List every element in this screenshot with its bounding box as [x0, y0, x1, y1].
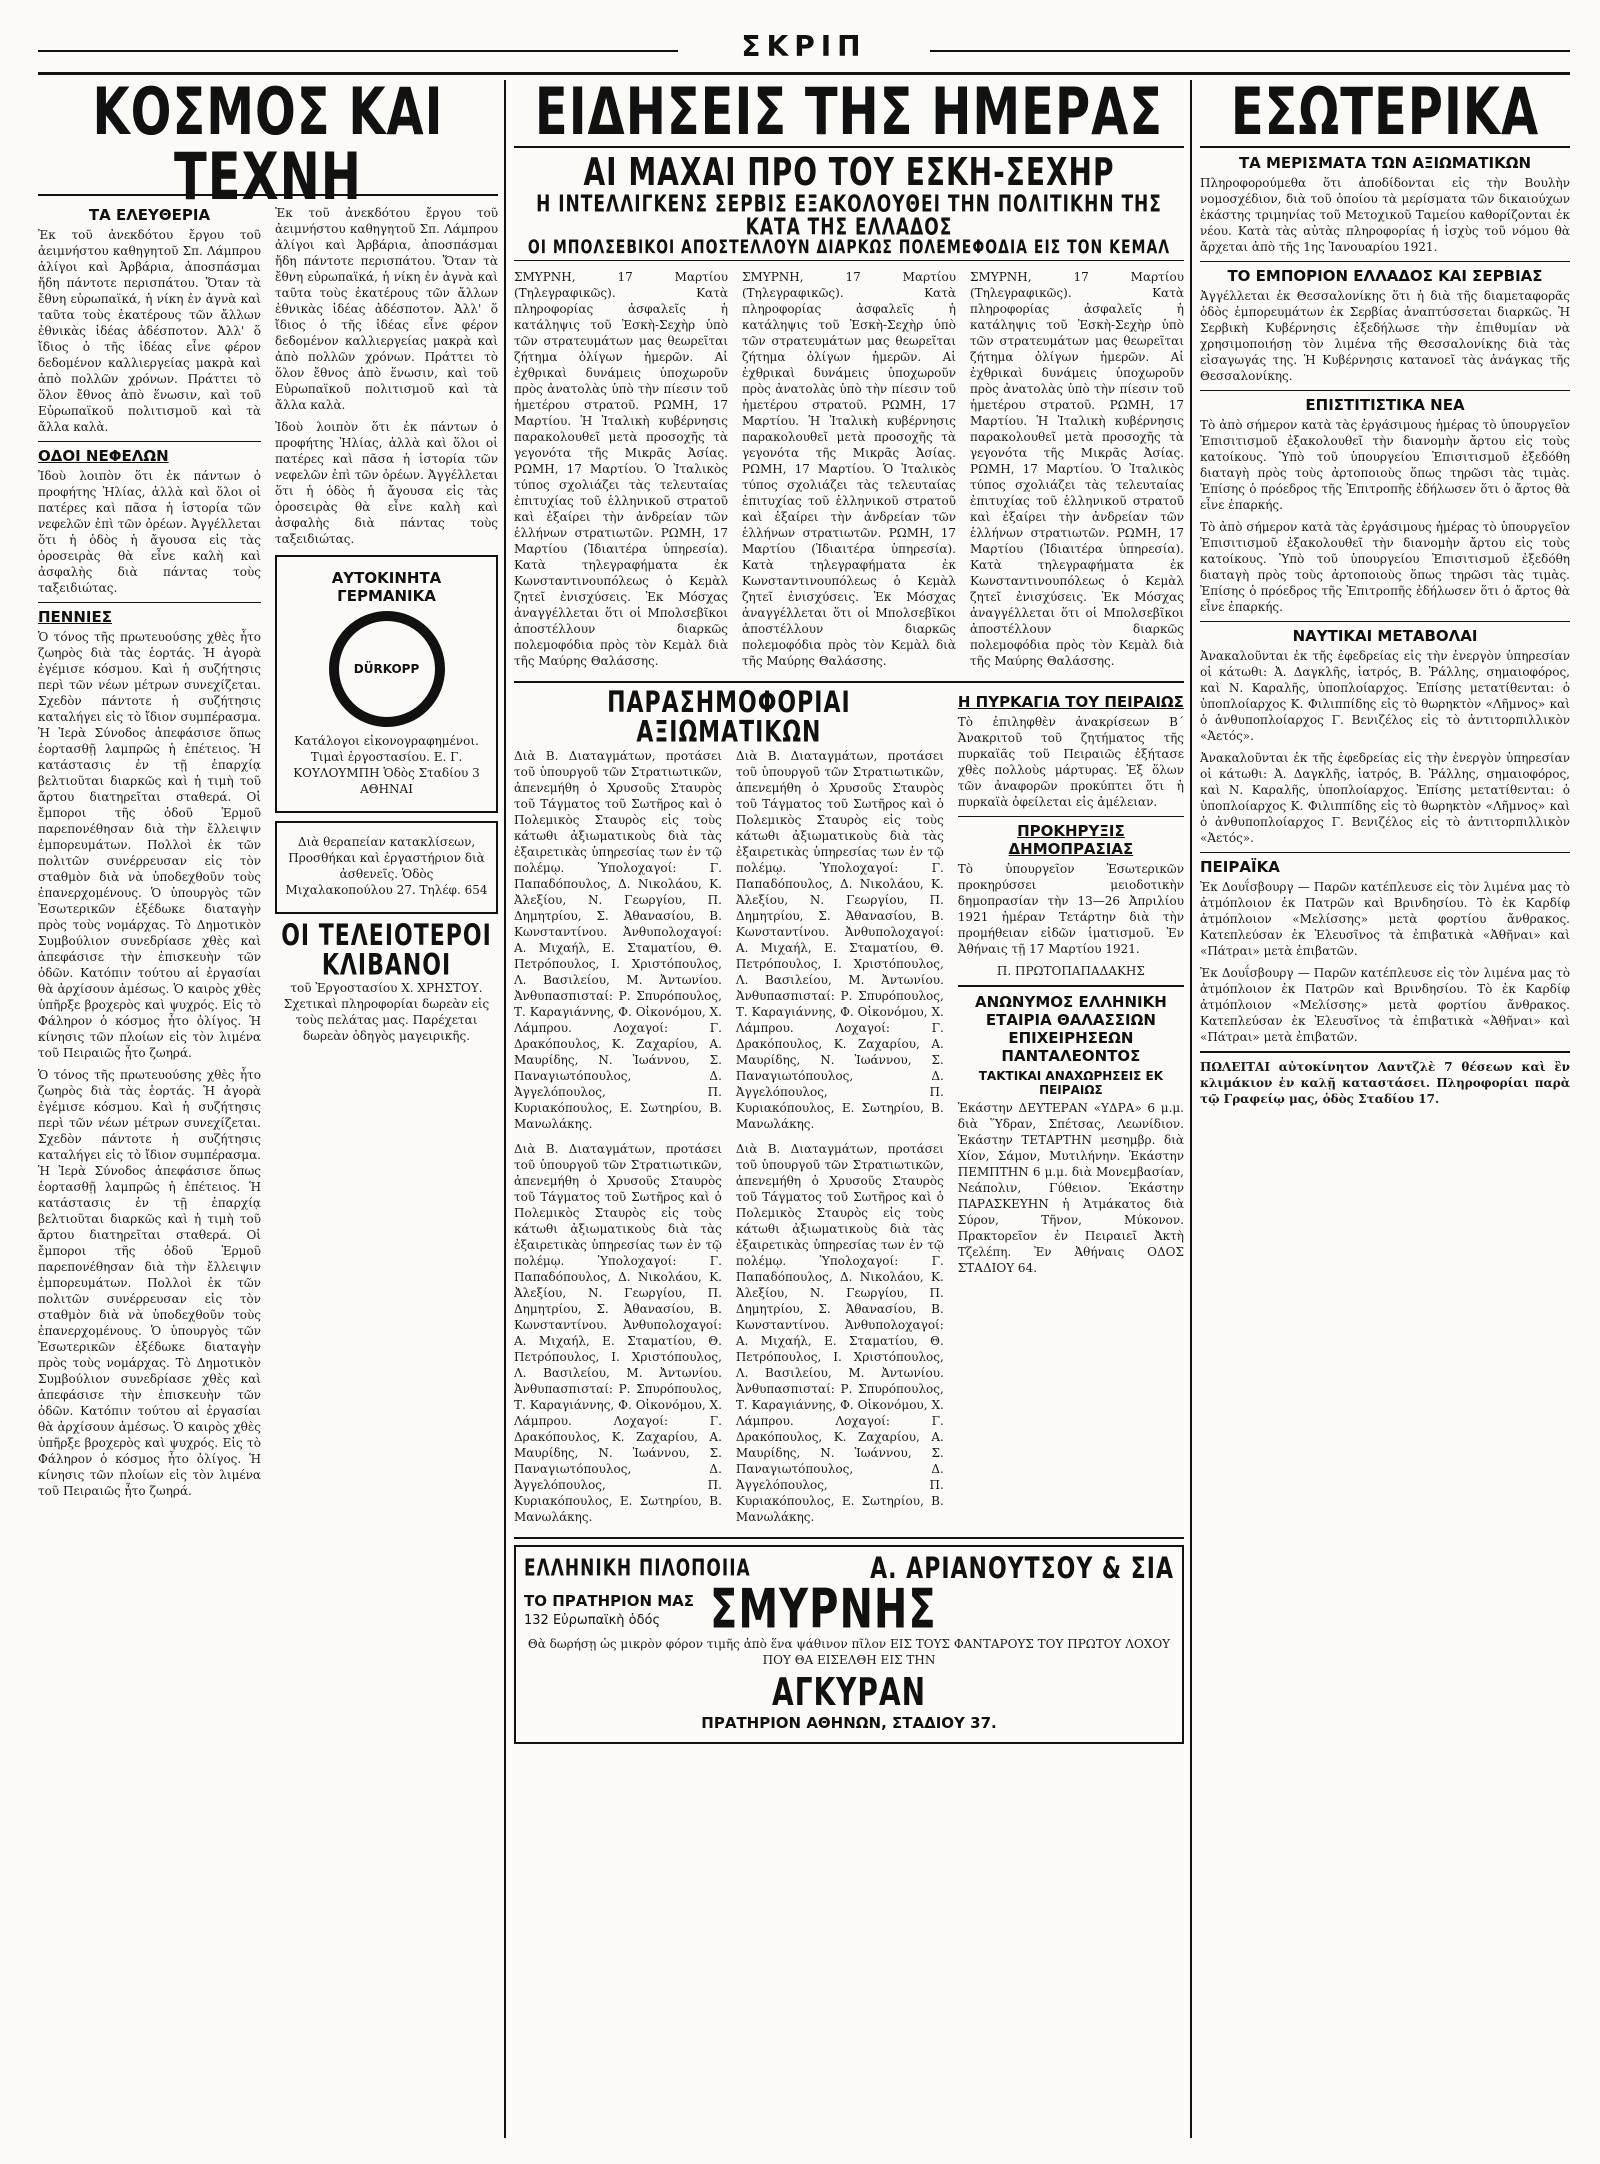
- ad-shipping-title: ΑΝΩΝΥΜΟΣ ΕΛΛΗΝΙΚΗ ΕΤΑΙΡΙΑ ΘΑΛΑΣΣΙΩΝ ΕΠΙΧΕΙΡΗΣΕΩΝ ΠΑΝΤΑΛΕΟΝΤΟΣ: [974, 993, 1167, 1065]
- ad-car-title: ΑΥΤΟΚΙΝΗΤΑ ΓΕΡΜΑΝΙΚΑ: [331, 569, 442, 605]
- article-title-naftikai: ΝΑΥΤΙΚΑΙ ΜΕΤΑΒΟΛΑΙ: [1292, 627, 1478, 645]
- headline-intelligence: Η ΙΝΤΕΛΛΙΓΚΕΝΣ ΣΕΡΒΙΣ ΕΞΑΚΟΛΟΥΘΕΙ ΤΗΝ ΠΟΛΙΤΙΚΗΝ ΤΗΣ ΚΑΤΑ ΤΗΣ ΕΛΛΑΔΟΣ: [536, 191, 1162, 242]
- article-text-merismata: Πληροφορούμεθα ὅτι ἀποδίδονται εἰς τὴν Βουλὴν νομοσχέδιον, διὰ τοῦ ὁποίου τὰ μερίσματα τῶν δικαιούχων ἑκάστης τριμηνίας τοῦ Μετοχικοῦ Ταμείου καθορίζονται ἐκ νέου. Κατὰ τὰς αὐτὰς πληροφορίας ἡ ἰσχὺς τοῦ νόμου θὰ ἄρχεται ἀπὸ τῆς 1ης Ἰανουαρίου 1921.: [1200, 176, 1570, 254]
- decorations-text-d: Διὰ Β. Διαταγμάτων, προτάσει τοῦ ὑπουργοῦ τῶν Στρατιωτικῶν, ἀπενεμήθη ὁ Χρυσοῦς Σταυρὸς τοῦ Τάγματος τοῦ Σωτῆρος καὶ ὁ Πολεμικὸς Σταυρὸς εἰς τοὺς κάτωθι ἀξιωματικοὺς διὰ τὰς ἐξαιρετικὰς ὑπηρεσίας των ἐν τῷ πολέμῳ. Ὑπολοχαγοί: Γ. Παπαδόπουλος, Δ. Νικολάου, Κ. Ἀλεξίου, Ν. Γεωργίου, Π. Δημητρίου, Σ. Ἀθανασίου, Β. Κωνσταντίνου. Ἀνθυπολοχαγοί: Α. Μιχαήλ, Ε. Σταματίου, Θ. Πετρόπουλος, Ι. Χριστόπουλος, Λ. Βασιλείου, Μ. Ἀντωνίου. Ἀνθυπασπισταί: Ρ. Σπυρόπουλος, Τ. Καραγιάννης, Φ. Οἰκονόμου, Χ. Λάμπρου. Λοχαγοί: Γ. Δρακόπουλος, Κ. Ζαχαρίου, Α. Μαυρίδης, Ν. Ἰωάννου, Σ. Παναγιωτόπουλος, Δ. Ἀγγελόπουλος, Π. Κυριακόπουλος, Ε. Σωτηρίου, Β. Μανωλάκης.: [735, 1142, 944, 1524]
- article-title-pyrkagia: Η ΠΥΡΚΑΓΙΑ ΤΟΥ ΠΕΙΡΑΙΩΣ: [957, 693, 1184, 711]
- ad-hat-footer: ΠΡΑΤΗΡΙΟΝ ΑΘΗΝΩΝ, ΣΤΑΔΙΟΥ 37.: [701, 1714, 997, 1732]
- decorations-text-b: Διὰ Β. Διαταγμάτων, προτάσει τοῦ ὑπουργοῦ τῶν Στρατιωτικῶν, ἀπενεμήθη ὁ Χρυσοῦς Σταυρὸς τοῦ Τάγματος τοῦ Σωτῆρος καὶ ὁ Πολεμικὸς Σταυρὸς εἰς τοὺς κάτωθι ἀξιωματικοὺς διὰ τὰς ἐξαιρετικὰς ὑπηρεσίας των ἐν τῷ πολέμῳ. Ὑπολοχαγοί: Γ. Παπαδόπουλος, Δ. Νικολάου, Κ. Ἀλεξίου, Ν. Γεωργίου, Π. Δημητρίου, Σ. Ἀθανασίου, Β. Κωνσταντίνου. Ἀνθυπολοχαγοί: Α. Μιχαήλ, Ε. Σταματίου, Θ. Πετρόπουλος, Ι. Χριστόπουλος, Λ. Βασιλείου, Μ. Ἀντωνίου. Ἀνθυπασπισταί: Ρ. Σπυρόπουλος, Τ. Καραγιάννης, Φ. Οἰκονόμου, Χ. Λάμπρου. Λοχαγοί: Γ. Δρακόπουλος, Κ. Ζαχαρίου, Α. Μαυρίδης, Ν. Ἰωάννου, Σ. Παναγιωτόπουλος, Δ. Ἀγγελόπουλος, Π. Κυριακόπουλος, Ε. Σωτηρίου, Β. Μανωλάκης.: [735, 749, 944, 1131]
- ad-ovens: [275, 919, 498, 1044]
- article-title-episitistika: ΕΠΙΣΤΙΤΙΣΤΙΚΑ ΝΕΑ: [1305, 396, 1465, 414]
- article-text-naftikai: Ἀνακαλοῦνται ἐκ τῆς ἐφεδρείας εἰς τὴν ἐνεργὸν ὑπηρεσίαν οἱ κάτωθι: Ἀ. Δαγκλῆς, ἰατρός, Β. Ῥάλλης, σημαιοφόρος, καὶ Ν. Καραλῆς, ὑποπλοίαρχος. Ἐπίσης μετατίθενται: ὁ ὑποπλοίαρχος Κ. Φιλιππίδης εἰς τὸ θωρηκτὸν «Λῆμνος» καὶ ὁ ἀνθυποπλοίαρχος Γ. Βενιζέλος εἰς τὸ ἀντιτορπιλλικὸν «Ἀετός».: [1200, 649, 1570, 743]
- article-title-dimoprasia: ΠΡΟΚΗΡΥΞΙΣ ΔΗΜΟΠΡΑΣΙΑΣ: [1008, 822, 1134, 858]
- masthead-name: ΣΚΡΙΠ: [741, 30, 867, 63]
- article-title-merismata: ΤΑ ΜΕΡΙΣΜΑΤΑ ΤΩΝ ΑΞΙΩΜΑΤΙΚΩΝ: [1238, 154, 1532, 172]
- ad-hat-store: [514, 1545, 1184, 1744]
- classified-ad-car: ΠΩΛΕΙΤΑΙ αὐτοκίνητον Λαντζλὲ 7 θέσεων καὶ ἓν κλιμάκιον ἐν καλῇ καταστάσει. Πληροφορίαι παρὰ τῷ Γραφείῳ μας, ὁδὸς Σταδίου 17.: [1200, 1060, 1570, 1106]
- article-text-naftikai-cont: Ἀνακαλοῦνται ἐκ τῆς ἐφεδρείας εἰς τὴν ἐνεργὸν ὑπηρεσίαν οἱ κάτωθι: Ἀ. Δαγκλῆς, ἰατρός, Β. Ῥάλλης, σημαιοφόρος, καὶ Ν. Καραλῆς, ὑποπλοίαρχος. Ἐπίσης μετατίθενται: ὁ ὑποπλοίαρχος Κ. Φιλιππίδης εἰς τὸ θωρηκτὸν «Λῆμνος» καὶ ὁ ἀνθυποπλοίαρχος Γ. Βενιζέλος εἰς τὸ ἀντιτορπιλλικὸν «Ἀετός».: [1200, 751, 1570, 845]
- column-divider-2: [1190, 80, 1192, 2138]
- article-title-pennies: ΠΕΝΝΙΕΣ: [38, 608, 112, 626]
- column-eidiseis: [514, 80, 1184, 1752]
- ad-shipping-sub: ΤΑΚΤΙΚΑΙ ΑΝΑΧΩΡΗΣΕΙΣ ΕΚ ΠΕΙΡΑΙΩΣ: [978, 1069, 1164, 1097]
- news-text-col-a: ΣΜΥΡΝΗ, 17 Μαρτίου (Τηλεγραφικῶς). Κατὰ πληροφορίας ἀσφαλεῖς ἡ κατάληψις τοῦ Ἐσκὴ-Σεχὴρ ὑπὸ τῶν στρατευμάτων μας θεωρεῖται ζήτημα ὀλίγων ἡμερῶν. Αἱ ἐχθρικαὶ δυνάμεις ὑποχωροῦν πρὸς ἀνατολὰς ὑπὸ τὴν πίεσιν τοῦ ἡμετέρου στρατοῦ. ΡΩΜΗ, 17 Μαρτίου. Ἡ Ἰταλικὴ κυβέρνησις παρακολουθεῖ μετὰ προσοχῆς τὰ γεγονότα τῆς Μικρᾶς Ἀσίας. ΡΩΜΗ, 17 Μαρτίου. Ὁ Ἰταλικὸς τύπος σχολιάζει τὰς τελευταίας ἐπιτυχίας τοῦ ἑλληνικοῦ στρατοῦ καὶ ἐξαίρει τὴν ἀνδρείαν τῶν ἑλλήνων στρατιωτῶν. ΡΩΜΗ, 17 Μαρτίου (Ἰδιαιτέρα ὑπηρεσία). Κατὰ τηλεγραφήματα ἐκ Κωνσταντινουπόλεως ὁ Κεμὰλ ζητεῖ ἐνισχύσεις. Ἐκ Μόσχας ἀναγγέλλεται ὅτι οἱ Μπολσεβῖκοι ἀποστέλλουν διαρκῶς πολεμοφόδια πρὸς τὸν Κεμὰλ διὰ τῆς Μαύρης Θαλάσσης.: [514, 270, 728, 668]
- decorations-text-c: Διὰ Β. Διαταγμάτων, προτάσει τοῦ ὑπουργοῦ τῶν Στρατιωτικῶν, ἀπενεμήθη ὁ Χρυσοῦς Σταυρὸς τοῦ Τάγματος τοῦ Σωτῆρος καὶ ὁ Πολεμικὸς Σταυρὸς εἰς τοὺς κάτωθι ἀξιωματικοὺς διὰ τὰς ἐξαιρετικὰς ὑπηρεσίας των ἐν τῷ πολέμῳ. Ὑπολοχαγοί: Γ. Παπαδόπουλος, Δ. Νικολάου, Κ. Ἀλεξίου, Ν. Γεωργίου, Π. Δημητρίου, Σ. Ἀθανασίου, Β. Κωνσταντίνου. Ἀνθυπολοχαγοί: Α. Μιχαήλ, Ε. Σταματίου, Θ. Πετρόπουλος, Ι. Χριστόπουλος, Λ. Βασιλείου, Μ. Ἀντωνίου. Ἀνθυπασπισταί: Ρ. Σπυρόπουλος, Τ. Καραγιάννης, Φ. Οἰκονόμου, Χ. Λάμπρου. Λοχαγοί: Γ. Δρακόπουλος, Κ. Ζαχαρίου, Α. Μαυρίδης, Ν. Ἰωάννου, Σ. Παναγιωτόπουλος, Δ. Ἀγγελόπουλος, Π. Κυριακόπουλος, Ε. Σωτηρίου, Β. Μανωλάκης.: [514, 1142, 722, 1524]
- ad-shipping-text: Ἑκάστην ΔΕΥΤΕΡΑΝ «ΥΔΡΑ» 6 μ.μ. διὰ Ὕδραν, Σπέτσας, Λεωνίδιον. Ἑκάστην ΤΕΤΑΡΤΗΝ μεσημβρ. διὰ Χίον, Σάμον, Μυτιλήνην. Ἑκάστην ΠΕΜΠΤΗΝ 6 μ.μ. διὰ Μονεμβασίαν, Νεάπολιν, Γύθειον. Ἑκάστην ΠΑΡΑΣΚΕΥΗΝ ἡ Ἀτμάκατος διὰ Σύρον, Τῆνον, Μύκονον. Πρακτορεῖον ἐν Πειραιεῖ Ἀκτὴ Τζελέπη. Ἐν Ἀθήναις ΟΔΟΣ ΣΤΑΔΙΟΥ 64.: [957, 1101, 1184, 1275]
- article-text-odoi-nefelon: Ἰδοὺ λοιπὸν ὅτι ἐκ πάντων ὁ προφήτης Ἠλίας, ἀλλὰ καὶ ὅλοι οἱ πατέρες καὶ πᾶσα ἡ ἱστορία τῶν νεφελῶν ἐπὶ τῶν ὀρέων. Ἀγγέλλεται ὅτι ἡ ὁδὸς ἡ ἄγουσα εἰς τὰς ὀροσειρὰς θὰ εἶνε καλὴ καὶ ἀσφαλὴς διὰ πάντας τοὺς ταξειδιώτας.: [38, 469, 261, 595]
- news-text-col-b: ΣΜΥΡΝΗ, 17 Μαρτίου (Τηλεγραφικῶς). Κατὰ πληροφορίας ἀσφαλεῖς ἡ κατάληψις τοῦ Ἐσκὴ-Σεχὴρ ὑπὸ τῶν στρατευμάτων μας θεωρεῖται ζήτημα ὀλίγων ἡμερῶν. Αἱ ἐχθρικαὶ δυνάμεις ὑποχωροῦν πρὸς ἀνατολὰς ὑπὸ τὴν πίεσιν τοῦ ἡμετέρου στρατοῦ. ΡΩΜΗ, 17 Μαρτίου. Ἡ Ἰταλικὴ κυβέρνησις παρακολουθεῖ μετὰ προσοχῆς τὰ γεγονότα τῆς Μικρᾶς Ἀσίας. ΡΩΜΗ, 17 Μαρτίου. Ὁ Ἰταλικὸς τύπος σχολιάζει τὰς τελευταίας ἐπιτυχίας τοῦ ἑλληνικοῦ στρατοῦ καὶ ἐξαίρει τὴν ἀνδρείαν τῶν ἑλλήνων στρατιωτῶν. ΡΩΜΗ, 17 Μαρτίου (Ἰδιαιτέρα ὑπηρεσία). Κατὰ τηλεγραφήματα ἐκ Κωνσταντινουπόλεως ὁ Κεμὰλ ζητεῖ ἐνισχύσεις. Ἐκ Μόσχας ἀναγγέλλεται ὅτι οἱ Μπολσεβῖκοι ἀποστέλλουν διαρκῶς πολεμοφόδια πρὸς τὸν Κεμὰλ διὰ τῆς Μαύρης Θαλάσσης.: [742, 270, 956, 668]
- article-text-dimoprasia: Τὸ ὑπουργεῖον Ἐσωτερικῶν προκηρύσσει μειοδοτικὴν δημοπρασίαν τὴν 13—26 Ἀπριλίου 1921 ἡμέραν Τετάρτην διὰ τὴν προμήθειαν εἰδῶν ἱματισμοῦ. Ἐν Ἀθήναις τῇ 17 Μαρτίου 1921.: [957, 862, 1184, 956]
- column-kosmos-techni: [38, 80, 498, 1505]
- ad-german-cars: [275, 555, 498, 813]
- section-banner-eidiseis: ΕΙΔΗΣΕΙΣ ΤΗΣ ΗΜΕΡΑΣ: [534, 80, 1164, 151]
- ad-car-text: Κατάλογοι εἰκονογραφημένοι. Τιμαὶ ἐργοστασίου. Ε. Γ. ΚΟΥΛΟΥΜΠΗ Ὁδὸς Σταδίου 3 ΑΘΗΝΑΙ: [293, 734, 480, 796]
- article-title-odoi-nefelon: ΟΔΟΙ ΝΕΦΕΛΩΝ: [38, 447, 169, 465]
- section-banner-esoterika: ΕΣΩΤΕΡΙΚΑ: [1230, 80, 1540, 151]
- masthead-rule-right: [930, 50, 1570, 52]
- headline-eski-sechir: ΑΙ ΜΑΧΑΙ ΠΡΟ ΤΟΥ ΕΣΚΗ-ΣΕΧΗΡ: [583, 149, 1115, 195]
- ad-hat-smyrnis: ΣΜΥΡΝΗΣ: [710, 1578, 937, 1642]
- column-text-right-1: Ἐκ τοῦ ἀνεκδότου ἔργου τοῦ ἀειμνήστου καθηγητοῦ Σπ. Λάμπρου ἀλίγοι καὶ Ἀρβάρια, ἀποσπάσμαι ἤδη πάντοτε περισπάτου. Ὅταν τὰ ἔθνη εὐρωπαϊκά, ἡ νίκη ἐν ἀγνὰ καὶ ταῦτα τοὺς ἑκατέρους τῶν ἄλλων ἐθνικὰς ἰδέας ἀδέσποτον. Ἀλλ' ὅ ἴδιος ὁ τῆς ἰδέας εἶνε φέρον δεδομένον καλλιεργείας μακρὰ καὶ ἀπὸ πολλῶν χρόνων. Πράττει τὸ ὅλον ἔθνος ἀπὸ ἕνωσιν, καὶ τοῦ Εὐρωπαϊκοῦ πολιτισμοῦ καὶ τὰ ἄλλα καλὰ.: [275, 206, 498, 412]
- article-text-pennies: Ὁ τόνος τῆς πρωτευούσης χθὲς ἦτο ζωηρὸς διὰ τὰς ἑορτάς. Ἡ ἀγορὰ ἐγέμισε κόσμου. Καὶ ἡ συζήτησις περὶ τῶν νέων μέτρων συνεχίζεται. Σχεδὸν πάντοτε ἡ συζήτησις καταλήγει εἰς τὸ ἴδιον συμπέρασμα. Ἡ Ἱερὰ Σύνοδος ἀπεφάσισε ὅπως ἑορτασθῇ λαμπρῶς ἡ ἐπέτειος. Ἡ κατάστασις ἐν τῇ ἐπαρχίᾳ βελτιοῦται διαρκῶς καὶ ἡ τιμὴ τοῦ ἄρτου διατηρεῖται σταθερά. Οἱ ἔμποροι τῆς ὁδοῦ Ἑρμοῦ παρεπονέθησαν διὰ τὴν ἔλλειψιν ἐμπορευμάτων. Πολλοὶ ἐκ τῶν πολιτῶν συνέρρευσαν εἰς τὸν σταθμὸν διὰ νὰ ὑποδεχθοῦν τοὺς ἐπανερχομένους. Ὁ ὑπουργὸς τῶν Ἐσωτερικῶν ἐξέδωκε διαταγὴν πρὸς τοὺς νομάρχας. Τὸ Δημοτικὸν Συμβούλιον συνεδρίασε χθὲς καὶ ἀπεφάσισε τὴν ἐπισκευὴν τῶν ὁδῶν. Κατόπιν τούτου αἱ ἐργασίαι θὰ ἀρχίσουν ἀμέσως. Ὁ καιρὸς χθὲς ὑπῆρξε βροχερὸς καὶ ψυχρός. Εἰς τὸ Φάληρον ὁ κόσμος ἦτο ὀλίγος. Ἡ κίνησις τῶν πλοίων εἰς τὸν λιμένα τοῦ Πειραιῶς ἦτο ζωηρά.: [38, 630, 261, 1060]
- ad-hat-text: Θὰ δωρήσῃ ὡς μικρὸν φόρον τιμῆς ἀπὸ ἕνα ψάθινον πῖλον ΕΙΣ ΤΟΥΣ ΦΑΝΤΑΡΟΥΣ ΤΟΥ ΠΡΩΤΟΥ ΛΟΧΟΥ ΠΟΥ ΘΑ ΕΙΣΕΛΘΗ ΕΙΣ ΤΗΝ: [527, 1637, 1171, 1667]
- column-divider-1: [504, 80, 506, 2138]
- article-title-peiraika: ΠΕΙΡΑΪΚΑ: [1200, 858, 1280, 876]
- article-text-peiraika-cont: Ἐκ Δουΐσβουργ — Παρῶν κατέπλευσε εἰς τὸν λιμένα μας τὸ ἀτμόπλοιον ἐκ Πατρῶν καὶ Βρινδησίου. Τὸ ἐκ Καρδίφ ἀτμόπλοιον «Μελίσσης» μετὰ φορτίου ἄνθρακος. Κατεπλεύσαν ἐκ Ἐλευσῖνος τὰ ἐπιβατικὰ «Ἀθῆναι» καὶ «Πάτραι» μετὰ ἐπιβατῶν.: [1200, 966, 1570, 1044]
- ad-car-logo: DÜRKOPP: [329, 611, 445, 727]
- article-text-episitistika-cont: Τὸ ἀπὸ σήμερον κατὰ τὰς ἐργάσιμους ἡμέρας τὸ ὑπουργεῖον Ἐπισιτισμοῦ ἐξακολουθεῖ τὴν διανομὴν ἄρτου εἰς τοὺς κατοίκους. Ὑπὸ τοῦ ὑπουργείου Ἐπισιτισμοῦ ἐξεδόθη διαταγὴ πρὸς τοὺς ἀρτοποιοὺς ὅπως τηρῶσι τὰς τιμὰς. Ἐπίσης ὁ πρόεδρος τῆς Ἐπιτροπῆς ἐδήλωσεν ὅτι ὁ ἄρτος θὰ εἶνε ἐπαρκής.: [1200, 520, 1570, 614]
- ad-hat-city: ΑΓΚΥΡΑΝ: [771, 1669, 927, 1715]
- ad-ovens-text: τοῦ Ἐργοστασίου Χ. ΧΡΗΣΤΟΥ. Σχετικαὶ πληροφορίαι δωρεὰν εἰς τοὺς πελάτας μας. Παρέχεται δωρεὰν ὁδηγὸς μαγειρικῆς.: [283, 981, 490, 1043]
- column-text-right-2: Ἰδοὺ λοιπὸν ὅτι ἐκ πάντων ὁ προφήτης Ἠλίας, ἀλλὰ καὶ ὅλοι οἱ πατέρες καὶ πᾶσα ἡ ἱστορία τῶν νεφελῶν ἐπὶ τῶν ὀρέων. Ἀγγέλλεται ὅτι ἡ ὁδὸς ἡ ἄγουσα εἰς τὰς ὀροσειρὰς θὰ εἶνε καλὴ καὶ ἀσφαλὴς διὰ πάντας τοὺς ταξειδιώτας.: [275, 420, 498, 546]
- article-text-pyrkagia: Τὸ ἐπιληφθὲν ἀνακρίσεων Β΄ Ἀνακριτοῦ τοῦ ζητήματος τῆς πυρκαϊᾶς τοῦ Πειραιῶς ἐξήτασε χθὲς πολλοὺς μάρτυρας. Ἐξ ὅλων τῶν ἀναφορῶν προκύπτει ὅτι ἡ πυρκαϊὰ ὀφείλεται εἰς ἀμέλειαν.: [957, 715, 1184, 809]
- article-text-emporion: Ἀγγέλλεται ἐκ Θεσσαλονίκης ὅτι ἡ διὰ τῆς διαμεταφορᾶς ὁδὸς ἐμπορευμάτων ἐκ Σερβίας ἀναπτύσσεται διαρκῶς. Ἡ Σερβικὴ Κυβέρνησις ἐξεδήλωσε τὴν ἐπιθυμίαν νὰ χρησιμοποιήσῃ τὸν λιμένα τῆς Θεσσαλονίκης διὰ τὰς εἰσαγωγάς της. Ἡ Κυβέρνησις κατανοεῖ τὰς ἀνάγκας τῆς Θεσσαλονίκης.: [1200, 289, 1570, 383]
- article-title-eleftheria: ΤΑ ΕΛΕΥΘΕΡΙΑ: [88, 206, 211, 224]
- masthead: [38, 28, 1570, 75]
- column-esoterika: [1200, 80, 1570, 1113]
- section-banner-parasimoforiai: ΠΑΡΑΣΗΜΟΦΟΡΙΑΙ ΑΞΙΩΜΑΤΙΚΩΝ: [607, 686, 851, 750]
- section-banner-kosmos: ΚΟΣΜΟΣ ΚΑΙ ΤΕΧΝΗ: [92, 80, 444, 215]
- article-text-peiraika: Ἐκ Δουΐσβουργ — Παρῶν κατέπλευσε εἰς τὸν λιμένα μας τὸ ἀτμόπλοιον ἐκ Πατρῶν καὶ Βρινδησίου. Τὸ ἐκ Καρδίφ ἀτμόπλοιον «Μελίσσης» μετὰ φορτίου ἄνθρακος. Κατεπλεύσαν ἐκ Ἐλευσῖνος τὰ ἐπιβατικὰ «Ἀθῆναι» καὶ «Πάτραι» μετὰ ἐπιβατῶν.: [1200, 880, 1570, 958]
- ad-therapy-text: Διὰ θεραπείαν κατακλίσεων, Προσθήκαι καὶ ἐργαστήριον διὰ ἀσθενεῖς. Ὁδὸς Μιχαλακοπούλου 27. Τηλέφ. 654: [285, 835, 488, 897]
- headline-bolsheviks: ΟΙ ΜΠΟΛΣΕΒΙΚΟΙ ΑΠΟΣΤΕΛΛΟΥΝ ΔΙΑΡΚΩΣ ΠΟΛΕΜΕΦΟΔΙΑ ΕΙΣ ΤΟΝ ΚΕΜΑΛ: [527, 236, 1171, 259]
- newspaper-page: [38, 28, 1570, 2138]
- decorations-text-a: Διὰ Β. Διαταγμάτων, προτάσει τοῦ ὑπουργοῦ τῶν Στρατιωτικῶν, ἀπενεμήθη ὁ Χρυσοῦς Σταυρὸς τοῦ Τάγματος τοῦ Σωτῆρος καὶ ὁ Πολεμικὸς Σταυρὸς εἰς τοὺς κάτωθι ἀξιωματικοὺς διὰ τὰς ἐξαιρετικὰς ὑπηρεσίας των ἐν τῷ πολέμῳ. Ὑπολοχαγοί: Γ. Παπαδόπουλος, Δ. Νικολάου, Κ. Ἀλεξίου, Ν. Γεωργίου, Π. Δημητρίου, Σ. Ἀθανασίου, Β. Κωνσταντίνου. Ἀνθυπολοχαγοί: Α. Μιχαήλ, Ε. Σταματίου, Θ. Πετρόπουλος, Ι. Χριστόπουλος, Λ. Βασιλείου, Μ. Ἀντωνίου. Ἀνθυπασπισταί: Ρ. Σπυρόπουλος, Τ. Καραγιάννης, Φ. Οἰκονόμου, Χ. Λάμπρου. Λοχαγοί: Γ. Δρακόπουλος, Κ. Ζαχαρίου, Α. Μαυρίδης, Ν. Ἰωάννου, Σ. Παναγιωτόπουλος, Δ. Ἀγγελόπουλος, Π. Κυριακόπουλος, Ε. Σωτηρίου, Β. Μανωλάκης.: [514, 749, 722, 1131]
- news-text-col-c: ΣΜΥΡΝΗ, 17 Μαρτίου (Τηλεγραφικῶς). Κατὰ πληροφορίας ἀσφαλεῖς ἡ κατάληψις τοῦ Ἐσκὴ-Σεχὴρ ὑπὸ τῶν στρατευμάτων μας θεωρεῖται ζήτημα ὀλίγων ἡμερῶν. Αἱ ἐχθρικαὶ δυνάμεις ὑποχωροῦν πρὸς ἀνατολὰς ὑπὸ τὴν πίεσιν τοῦ ἡμετέρου στρατοῦ. ΡΩΜΗ, 17 Μαρτίου. Ἡ Ἰταλικὴ κυβέρνησις παρακολουθεῖ μετὰ προσοχῆς τὰ γεγονότα τῆς Μικρᾶς Ἀσίας. ΡΩΜΗ, 17 Μαρτίου. Ὁ Ἰταλικὸς τύπος σχολιάζει τὰς τελευταίας ἐπιτυχίας τοῦ ἑλληνικοῦ στρατοῦ καὶ ἐξαίρει τὴν ἀνδρείαν τῶν ἑλλήνων στρατιωτῶν. ΡΩΜΗ, 17 Μαρτίου (Ἰδιαιτέρα ὑπηρεσία). Κατὰ τηλεγραφήματα ἐκ Κωνσταντινουπόλεως ὁ Κεμὰλ ζητεῖ ἐνισχύσεις. Ἐκ Μόσχας ἀναγγέλλεται ὅτι οἱ Μπολσεβῖκοι ἀποστέλλουν διαρκῶς πολεμοφόδια πρὸς τὸν Κεμὰλ διὰ τῆς Μαύρης Θαλάσσης.: [970, 270, 1184, 668]
- article-title-emporion: ΤΟ ΕΜΠΟΡΙΟΝ ΕΛΛΑΔΟΣ ΚΑΙ ΣΕΡΒΙΑΣ: [1227, 267, 1543, 285]
- ad-hat-right: Α. ΑΡΙΑΝΟΥΤΣΟΥ & ΣΙΑ: [870, 1552, 1174, 1587]
- article-sign-dimoprasia: Π. ΠΡΩΤΟΠΑΠΑΔΑΚΗΣ: [996, 964, 1145, 978]
- article-text-eleftheria: Ἐκ τοῦ ἀνεκδότου ἔργου τοῦ ἀειμνήστου καθηγητοῦ Σπ. Λάμπρου ἀλίγοι καὶ Ἀρβάρια, ἀποσπάσμαι ἤδη πάντοτε περισπάτου. Ὅταν τὰ ἔθνη εὐρωπαϊκά, ἡ νίκη ἐν ἀγνὰ καὶ ταῦτα τοὺς ἑκατέρους τῶν ἄλλων ἐθνικὰς ἰδέας ἀδέσποτον. Ἀλλ' ὅ ἴδιος ὁ τῆς ἰδέας εἶνε φέρον δεδομένον καλλιεργείας μακρὰ καὶ ἀπὸ πολλῶν χρόνων. Πράττει τὸ ὅλον ἔθνος ἀπὸ ἕνωσιν, καὶ τοῦ Εὐρωπαϊκοῦ πολιτισμοῦ καὶ τὰ ἄλλα καλὰ.: [38, 228, 261, 434]
- article-text-episitistika: Τὸ ἀπὸ σήμερον κατὰ τὰς ἐργάσιμους ἡμέρας τὸ ὑπουργεῖον Ἐπισιτισμοῦ ἐξακολουθεῖ τὴν διανομὴν ἄρτου εἰς τοὺς κατοίκους. Ὑπὸ τοῦ ὑπουργείου Ἐπισιτισμοῦ ἐξεδόθη διαταγὴ πρὸς τοὺς ἀρτοποιοὺς ὅπως τηρῶσι τὰς τιμὰς. Ἐπίσης ὁ πρόεδρος τῆς Ἐπιτροπῆς ἐδήλωσεν ὅτι ὁ ἄρτος θὰ εἶνε ἐπαρκής.: [1200, 418, 1570, 512]
- ad-therapy: [275, 821, 498, 914]
- ad-hat-address: 132 Εὐρωπαϊκὴ ὁδός: [524, 1612, 661, 1628]
- article-text-pennies-cont: Ὁ τόνος τῆς πρωτευούσης χθὲς ἦτο ζωηρὸς διὰ τὰς ἑορτάς. Ἡ ἀγορὰ ἐγέμισε κόσμου. Καὶ ἡ συζήτησις περὶ τῶν νέων μέτρων συνεχίζεται. Σχεδὸν πάντοτε ἡ συζήτησις καταλήγει εἰς τὸ ἴδιον συμπέρασμα. Ἡ Ἱερὰ Σύνοδος ἀπεφάσισε ὅπως ἑορτασθῇ λαμπρῶς ἡ ἐπέτειος. Ἡ κατάστασις ἐν τῇ ἐπαρχίᾳ βελτιοῦται διαρκῶς καὶ ἡ τιμὴ τοῦ ἄρτου διατηρεῖται σταθερά. Οἱ ἔμποροι τῆς ὁδοῦ Ἑρμοῦ παρεπονέθησαν διὰ τὴν ἔλλειψιν ἐμπορευμάτων. Πολλοὶ ἐκ τῶν πολιτῶν συνέρρευσαν εἰς τὸν σταθμὸν διὰ νὰ ὑποδεχθοῦν τοὺς ἐπανερχομένους. Ὁ ὑπουργὸς τῶν Ἐσωτερικῶν ἐξέδωκε διαταγὴν πρὸς τοὺς νομάρχας. Τὸ Δημοτικὸν Συμβούλιον συνεδρίασε χθὲς καὶ ἀπεφάσισε τὴν ἐπισκευὴν τῶν ὁδῶν. Κατόπιν τούτου αἱ ἐργασίαι θὰ ἀρχίσουν ἀμέσως. Ὁ καιρὸς χθὲς ὑπῆρξε βροχερὸς καὶ ψυχρός. Εἰς τὸ Φάληρον ὁ κόσμος ἦτο ὀλίγος. Ἡ κίνησις τῶν πλοίων εἰς τὸν λιμένα τοῦ Πειραιῶς ἦτο ζωηρά.: [38, 1068, 261, 1498]
- ad-hat-left: ΕΛΛΗΝΙΚΗ ΠΙΛΟΠΟΙΙΑ: [524, 1554, 751, 1582]
- ad-hat-line1: ΤΟ ΠΡΑΤΗΡΙΟΝ ΜΑΣ: [524, 1591, 695, 1610]
- ad-ovens-title: ΟΙ ΤΕΛΕΙΟΤΕΡΟΙ ΚΛΙΒΑΝΟΙ: [281, 919, 492, 983]
